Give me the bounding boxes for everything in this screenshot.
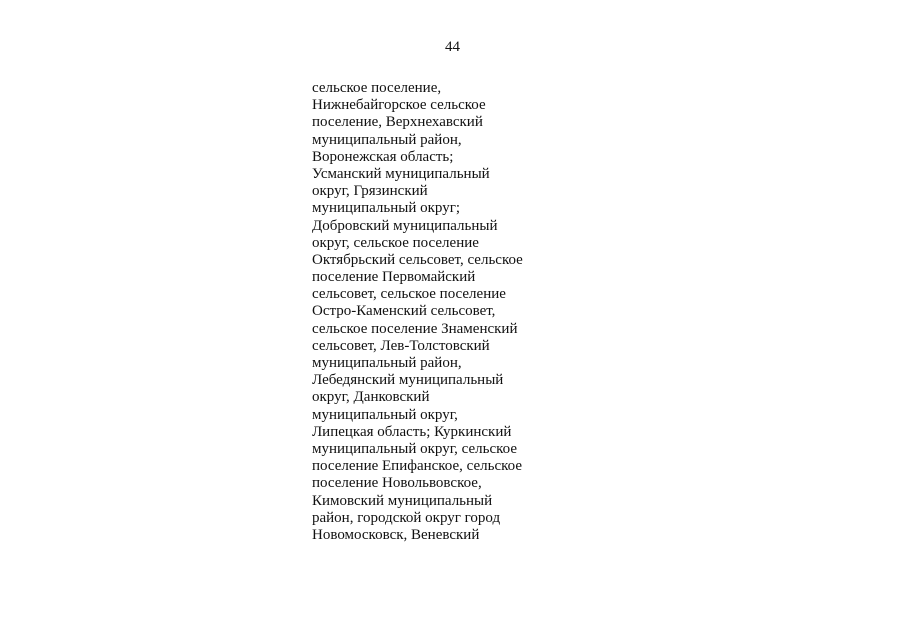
text-line: муниципальный округ, сельское (312, 440, 518, 457)
text-line: сельское поселение Знаменский (312, 320, 518, 337)
page-number: 44 (445, 39, 460, 55)
text-line: Лебедянский муниципальный (312, 372, 504, 389)
text-line: сельсовет, сельское поселение (312, 286, 506, 303)
text-line: поселение Новольвовское, (312, 475, 482, 492)
text-line: Воронежская область; (312, 148, 454, 165)
text-line: район, городской округ город (312, 509, 501, 526)
text-line: Кимовский муниципальный (312, 492, 493, 509)
text-line: округ, сельское поселение (312, 234, 479, 251)
text-line: сельсовет, Лев-Толстовский (312, 337, 490, 354)
body-text (312, 80, 572, 544)
text-line: муниципальный округ, (312, 406, 458, 423)
text-line: округ, Данковский (312, 389, 430, 406)
text-line: Октябрьский сельсовет, сельское (312, 251, 523, 268)
text-line: поселение Епифанское, сельское (312, 458, 522, 475)
text-line: муниципальный район, (312, 355, 462, 371)
text-line: поселение, Верхнехавский (312, 114, 483, 131)
text-line: Липецкая область; Куркинский (312, 423, 512, 440)
text-line: Остро-Каменский сельсовет, (312, 303, 496, 320)
text-line: Усманский муниципальный (312, 165, 490, 182)
text-line: Новомосковск, Веневский (312, 526, 480, 543)
text-line: муниципальный округ; (312, 200, 461, 217)
text-line: муниципальный район, (312, 131, 462, 148)
text-line: Добровский муниципальный (312, 217, 498, 234)
text-line: округ, Грязинский (312, 183, 428, 200)
text-line: поселение Первомайский (312, 269, 476, 286)
text-line: Нижнебайгорское сельское (312, 97, 486, 114)
text-line: сельское поселение, (312, 80, 442, 96)
